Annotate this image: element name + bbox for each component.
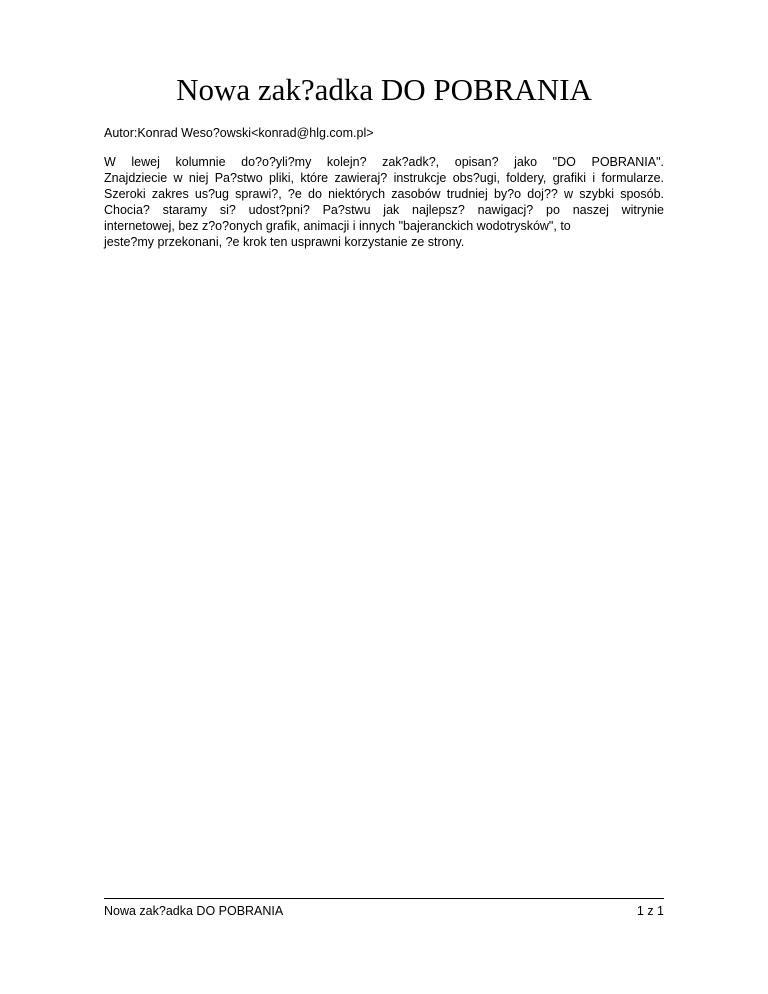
document-title: Nowa zak?adka DO POBRANIA <box>176 72 592 107</box>
footer-page-number: 1 z 1 <box>636 904 664 918</box>
paragraph-line: internetowej, bez z?o?onych grafik, animacji i innych "bajeranckich wodotrysków", to <box>104 219 571 233</box>
paragraph-line: Chocia? staramy si? udost?pni? Pa?stwu jak najlepsz? nawigacj? po naszej witrynie <box>104 203 664 217</box>
paragraph-line: Szeroki zakres us?ug sprawi?, ?e do niektórych zasobów trudniej by?o doj?? w szybki sposób. <box>104 187 664 201</box>
paragraph-line: jeste?my przekonani, ?e krok ten usprawni korzystanie ze strony. <box>104 235 465 249</box>
author-line: Autor:Konrad Weso?owski<konrad@hlg.com.pl> <box>104 126 374 140</box>
body-paragraph <box>104 154 664 250</box>
paragraph-line: Znajdziecie w niej Pa?stwo pliki, które zawieraj? instrukcje obs?ugi, foldery, grafiki i formularze. <box>104 171 664 185</box>
paragraph-line: W lewej kolumnie do?o?yli?my kolejn? zak?adk?, opisan? jako "DO POBRANIA". <box>104 155 664 169</box>
footer-document-title: Nowa zak?adka DO POBRANIA <box>104 904 284 918</box>
footer-divider <box>104 898 664 899</box>
